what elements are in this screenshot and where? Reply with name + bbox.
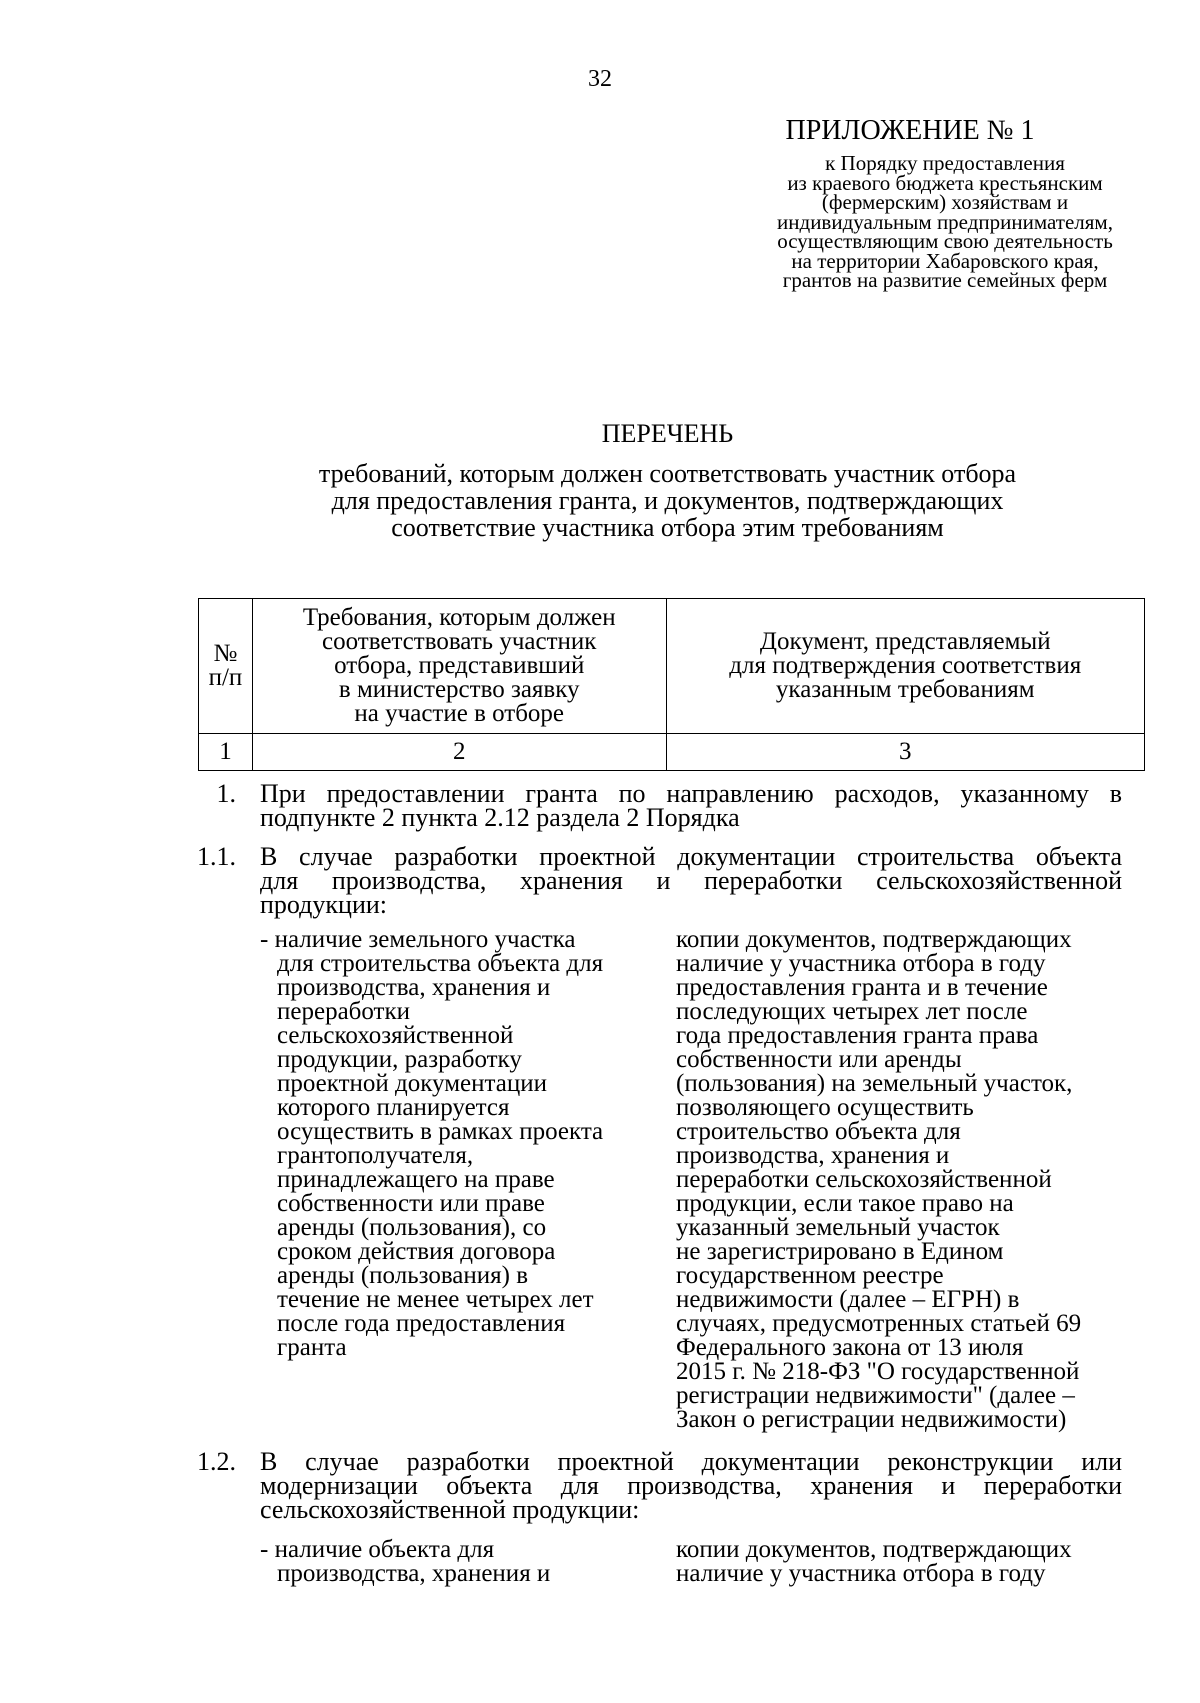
document-subtitle bbox=[0, 460, 1200, 541]
section-number: 1. bbox=[216, 779, 236, 808]
appendix-subtitle-line: из краевого бюджета крестьянским bbox=[787, 170, 1103, 195]
table-header-row bbox=[199, 599, 1145, 734]
document-subtitle-line: требований, которым должен соответствовать участник отбора bbox=[318, 459, 1017, 488]
appendix-subtitle-line: на территории Хабаровского края, bbox=[791, 248, 1099, 273]
appendix-subtitle-line: осуществляющим свою деятельность bbox=[777, 229, 1113, 253]
header-cell-number: № п/п bbox=[199, 599, 253, 734]
requirement-text-1-2: - наличие объекта для производства, хранения и bbox=[260, 1536, 551, 1587]
section-text: В случае разработки проектной документации реконструкции или модернизации объекта для производства, хранения и переработки сельскохозяйственной продукции: bbox=[260, 1447, 1122, 1524]
appendix-subtitle-line: индивидуальным предпринимателям, bbox=[777, 209, 1113, 234]
appendix-subtitle-line: грантов на развитие семейных ферм bbox=[782, 268, 1108, 292]
header-cell-requirements: Требования, которым должен соответствовать участник отбора, представивший в министерство заявку на участие в отборе bbox=[252, 599, 666, 734]
column-number-1: 1 bbox=[199, 734, 253, 771]
header-cell-document: Документ, представляемый для подтверждения соответствия указанным требованиям bbox=[666, 599, 1144, 734]
document-subtitle-line: соответствие участника отбора этим требованиям bbox=[391, 513, 944, 542]
document-subtitle-line: для предоставления гранта, и документов, подтверждающих bbox=[331, 486, 1004, 515]
appendix-subtitle-line: (фермерским) хозяйствам и bbox=[821, 190, 1069, 214]
column-number-3: 3 bbox=[666, 734, 1144, 771]
column-number-2: 2 bbox=[252, 734, 666, 771]
section-text: При предоставлении гранта по направлению расходов, указанному в подпункте 2 пункта 2.12 раздела 2 Порядка bbox=[260, 779, 1122, 832]
document-text-1-1: копии документов, подтверждающих наличие у участника отбора в году предоставления гранта и в течение последующих четырех лет после года предоставления гранта права собственности или аренды (пользования) на земельный участок, позволяющего осуществить строительство объекта для производства, хранения и переработки сельскохозяйственной продукции, если такое право на указанный земельный участок не зарегистрировано в Едином государственном реестре недвижимости (далее – ЕГРН) в случаях, предусмотренных статьей 69 Федерального закона от 13 июля 2015 г. № 218-ФЗ "О государственной регистрации недвижимости" (далее – Закон о регистрации недвижимости) bbox=[676, 926, 1082, 1433]
document-text-1-2: копии документов, подтверждающих наличие у участника отбора в году bbox=[676, 1536, 1072, 1587]
section-number: 1.2. bbox=[197, 1447, 236, 1476]
requirements-table bbox=[198, 598, 1145, 771]
section-number: 1.1. bbox=[197, 842, 236, 871]
appendix-subtitle bbox=[745, 151, 1145, 292]
appendix-subtitle-line: к Порядку предоставления bbox=[825, 151, 1065, 175]
table-number-row bbox=[199, 734, 1145, 771]
requirement-text-1-1: - наличие земельного участка для строительства объекта для производства, хранения и переработки сельскохозяйственной продукции, разработку проектной документации которого планируется осуществить в рамках проекта грантополучателя, принадлежащего на праве собственности или праве аренды (пользования), со сроком действия договора аренды (пользования) в течение не менее четырех лет после года предоставления гранта bbox=[260, 926, 604, 1361]
document-title: ПЕРЕЧЕНЬ bbox=[601, 419, 734, 448]
appendix-title: ПРИЛОЖЕНИЕ № 1 bbox=[785, 115, 1035, 146]
section-text: В случае разработки проектной документации строительства объекта для производства, хранения и переработки сельскохозяйственной продукции: bbox=[260, 842, 1122, 919]
page-number: 32 bbox=[588, 66, 612, 92]
